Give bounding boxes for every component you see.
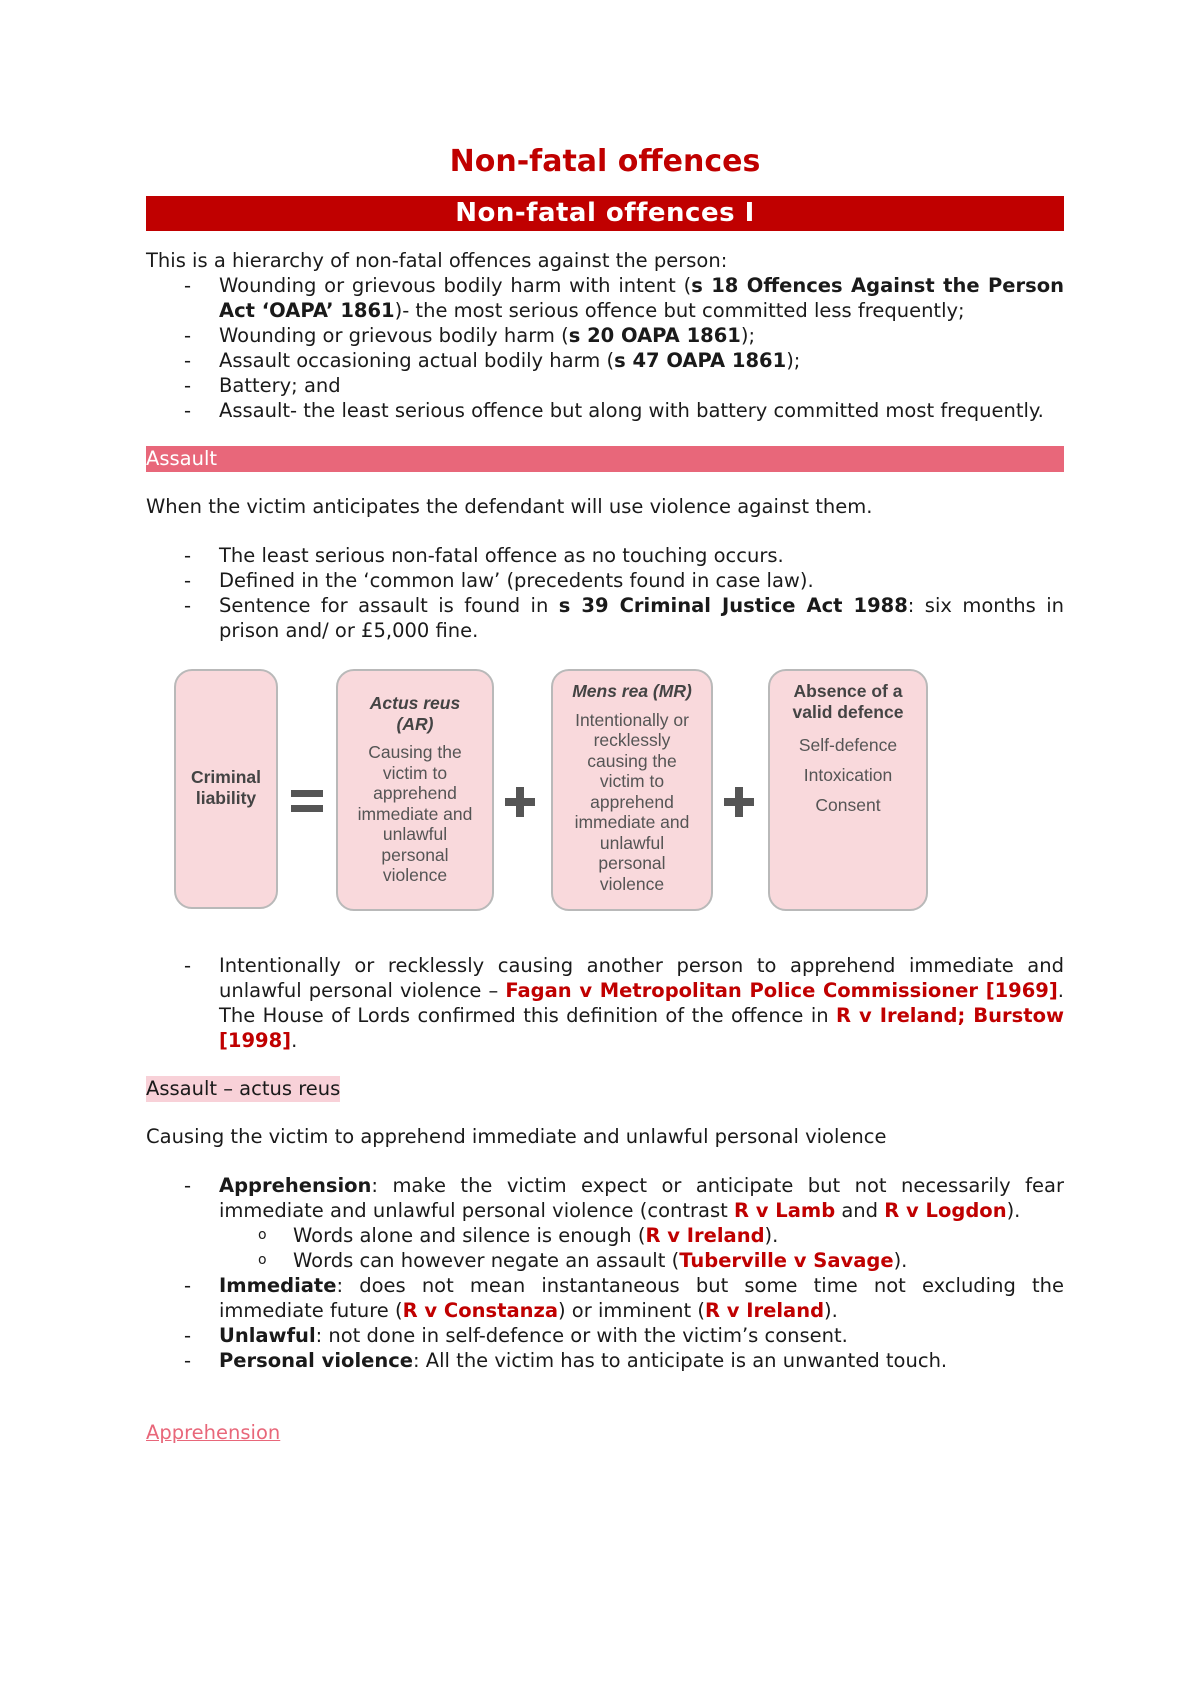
case-citation: Tuberville v Savage [679,1249,894,1272]
item-text: Sentence for assault is found in [219,594,559,617]
box-heading: valid defence [792,701,904,722]
case-citation: R v Logdon [884,1199,1007,1222]
item-text: : make the victim expect or anticipate but not necessarily fear immediate and unlawful personal violence (contrast [219,1174,1064,1222]
actus-reus-list [146,1173,1064,1373]
box-line: violence [599,873,665,894]
statute-ref: s 47 OAPA 1861 [614,349,787,372]
item-text: Defined in the ‘common law’ (precedents found in case law). [219,569,814,592]
assault-definition: When the victim anticipates the defendant will use violence against them. [146,495,873,518]
assault-points-list [146,543,1064,643]
box-body [338,742,492,886]
list-item [146,953,1064,1053]
page-title: Non-fatal offences [449,144,761,179]
box-line: unlawful [382,824,448,844]
box-heading: Actus reus [369,693,461,713]
apprehension-sublist [219,1223,1064,1273]
mens-rea-box [551,669,713,911]
assault-heading: Assault [146,446,1064,472]
box-line: unlawful [599,832,665,853]
term: Apprehension [219,1174,372,1197]
item-text: Intentionally or recklessly causing another person to apprehend immediate and unlawful personal violence – [219,954,1064,1002]
sub-list-item [146,1248,1064,1273]
document-body [146,142,1064,1445]
intro-lead: This is a hierarchy of non-fatal offences against the person: [146,249,728,272]
box-label: liability [195,787,257,808]
case-citation: R v Ireland [645,1224,765,1247]
list-item [146,1348,1064,1373]
case-citation: R v Ireland [704,1299,825,1322]
list-item [146,373,1064,398]
valid-defence-box [768,669,928,911]
item-text: Assault- the least serious offence but along with battery committed most frequently. [219,399,1044,422]
list-item [146,398,1064,423]
case-citation: R v Lamb [733,1199,836,1222]
statute-ref: s 39 Criminal Justice Act 1988 [558,594,908,617]
list-item [146,1173,1064,1273]
list-item [146,543,1064,568]
list-item [146,593,1064,643]
item-text: . [291,1029,298,1052]
box-heading: (AR) [396,713,434,734]
item-text: )- the most serious offence but committed less frequently; [394,299,965,322]
box-body [553,710,711,895]
item-text: Wounding or grievous bodily harm ( [219,324,569,347]
list-item [146,348,1064,373]
statute-ref: s 20 OAPA 1861 [568,324,741,347]
item-text: : six months in prison and/ or £5,000 fine. [219,594,1065,642]
box-line: victim to [599,771,665,791]
box-line: Intoxication [803,765,893,785]
item-text: : does not mean instantaneous but some time not excluding the immediate future ( [219,1274,1064,1322]
box-line: violence [382,865,448,885]
criminal-liability-box [174,669,278,909]
section-banner: Non-fatal offences I [146,196,1064,231]
term: Unlawful [219,1324,316,1347]
box-line: apprehend [590,791,674,812]
item-text: and [835,1199,885,1222]
case-citation: R v Constanza [402,1299,558,1322]
box-line: victim to [382,762,448,783]
box-line: causing the [587,750,677,771]
box-line: immediate and [357,803,473,824]
list-item [146,323,1064,348]
case-citation: Fagan v Metropolitan Police Commissioner [1969] [505,979,1058,1002]
item-text: : All the victim has to anticipate is an unwanted touch. [413,1349,948,1372]
item-text: Assault occasioning actual bodily harm ( [219,349,615,372]
item-text: Words can however negate an assault ( [293,1249,680,1272]
box-heading: Absence of a [793,681,903,701]
list-item [146,273,1064,323]
item-text: ) or imminent ( [558,1299,705,1322]
box-line: Intentionally or [575,709,689,730]
item-text: . The House of Lords confirmed this definition of the offence in [219,979,1064,1027]
item-text: ). [824,1299,838,1322]
box-line: personal [598,853,666,873]
item-text: Wounding or grievous bodily harm with intent ( [219,274,692,297]
box-body [770,730,926,820]
list-item [146,1273,1064,1323]
apprehension-heading-link[interactable]: Apprehension [146,1421,281,1444]
offence-hierarchy-list [146,273,1064,423]
definition-list [146,953,1064,1053]
actus-reus-heading: Assault – actus reus [146,1077,341,1100]
box-line: immediate and [574,812,690,832]
item-text: Battery; and [219,374,341,397]
box-line: Self-defence [798,735,898,755]
term: Personal violence [219,1349,414,1372]
box-label: Criminal [190,767,262,787]
box-heading: Mens rea (MR) [572,681,692,701]
item-text: ). [1006,1199,1021,1222]
item-text: Words alone and silence is enough ( [293,1224,646,1247]
box-line: recklessly [593,730,671,750]
list-item [146,568,1064,593]
case-citation: R v Ireland; Burstow [1998] [219,1004,1064,1052]
statute-ref: s 18 Offences Against the Person Act ‘OAPA’ 1861 [219,274,1064,322]
item-text: ); [740,324,756,347]
box-line: Consent [815,795,881,815]
sub-list-item [146,1223,1064,1248]
item-text: ); [786,349,801,372]
actus-reus-box [336,669,494,911]
item-text: ). [764,1224,779,1247]
box-line: apprehend [373,783,457,803]
box-line: Causing the [368,742,462,762]
criminal-liability-diagram [146,669,1064,931]
item-text: The least serious non-fatal offence as no touching occurs. [219,544,784,567]
item-text: ). [893,1249,908,1272]
term: Immediate [219,1274,337,1297]
item-text: : not done in self-defence or with the victim’s consent. [315,1324,848,1347]
box-line: personal [381,844,449,865]
list-item [146,1323,1064,1348]
actus-reus-summary: Causing the victim to apprehend immediate and unlawful personal violence [146,1125,887,1148]
